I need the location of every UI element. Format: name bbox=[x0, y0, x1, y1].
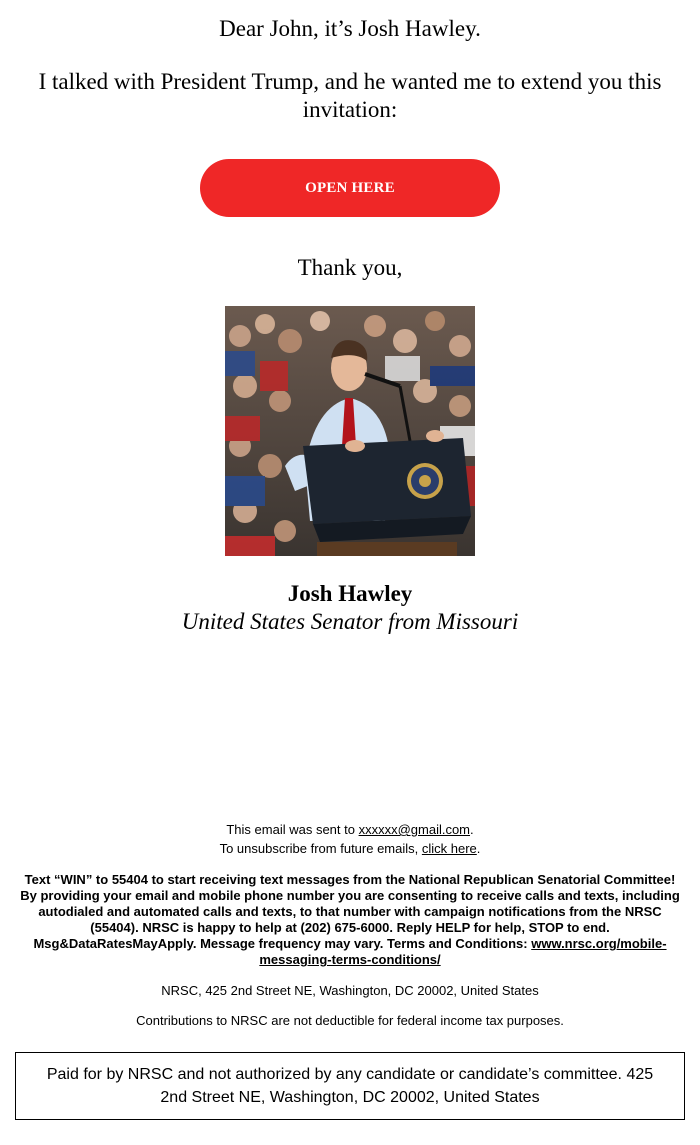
recipient-email-link[interactable]: xxxxxx@gmail.com bbox=[358, 822, 471, 837]
sent-prefix: This email was sent to bbox=[226, 822, 359, 837]
open-here-button[interactable]: OPEN HERE bbox=[200, 159, 500, 217]
senator-at-podium-photo-icon bbox=[225, 306, 475, 556]
intro-paragraph: I talked with President Trump, and he wanted me to extend you this invitation: bbox=[38, 69, 662, 122]
sms-consent-text bbox=[20, 872, 680, 968]
sms-consent-body: Text “WIN” to 55404 to start receiving text messages from the National Republican Senatorial Committee! By providing your email and mobile phone number you are consenting to receive calls and texts, including autodialed and automated calls and texts, to that number with campaign notifications from the NRSC (55404). NRSC is happy to help at (202) 675-6000. Reply HELP for help, STOP to end. Msg&DataRatesMayApply. Message frequency may vary. Terms and Conditions: bbox=[20, 872, 680, 951]
senator-photo bbox=[225, 306, 475, 556]
unsubscribe-prefix: To unsubscribe from future emails, bbox=[219, 841, 422, 856]
greeting-line: Dear John, it’s Josh Hawley. bbox=[219, 16, 481, 41]
sent-to-notice bbox=[0, 820, 700, 858]
sent-suffix: . bbox=[470, 822, 474, 837]
thank-you-line: Thank you, bbox=[297, 255, 403, 280]
paid-for-disclaimer: Paid for by NRSC and not authorized by any candidate or candidate’s committee. 425 2nd Street NE, Washington, DC 20002, United States bbox=[15, 1052, 685, 1120]
signature-name: Josh Hawley bbox=[287, 581, 413, 606]
terms-link[interactable]: www.nrsc.org/mobile-messaging-terms-conditions/ bbox=[259, 936, 667, 967]
signature-title: United States Senator from Missouri bbox=[181, 609, 519, 634]
mailing-address: NRSC, 425 2nd Street NE, Washington, DC 20002, United States bbox=[161, 983, 539, 998]
unsubscribe-link[interactable]: click here bbox=[421, 841, 477, 856]
unsubscribe-suffix: . bbox=[476, 841, 481, 856]
tax-notice: Contributions to NRSC are not deductible for federal income tax purposes. bbox=[136, 1013, 564, 1028]
